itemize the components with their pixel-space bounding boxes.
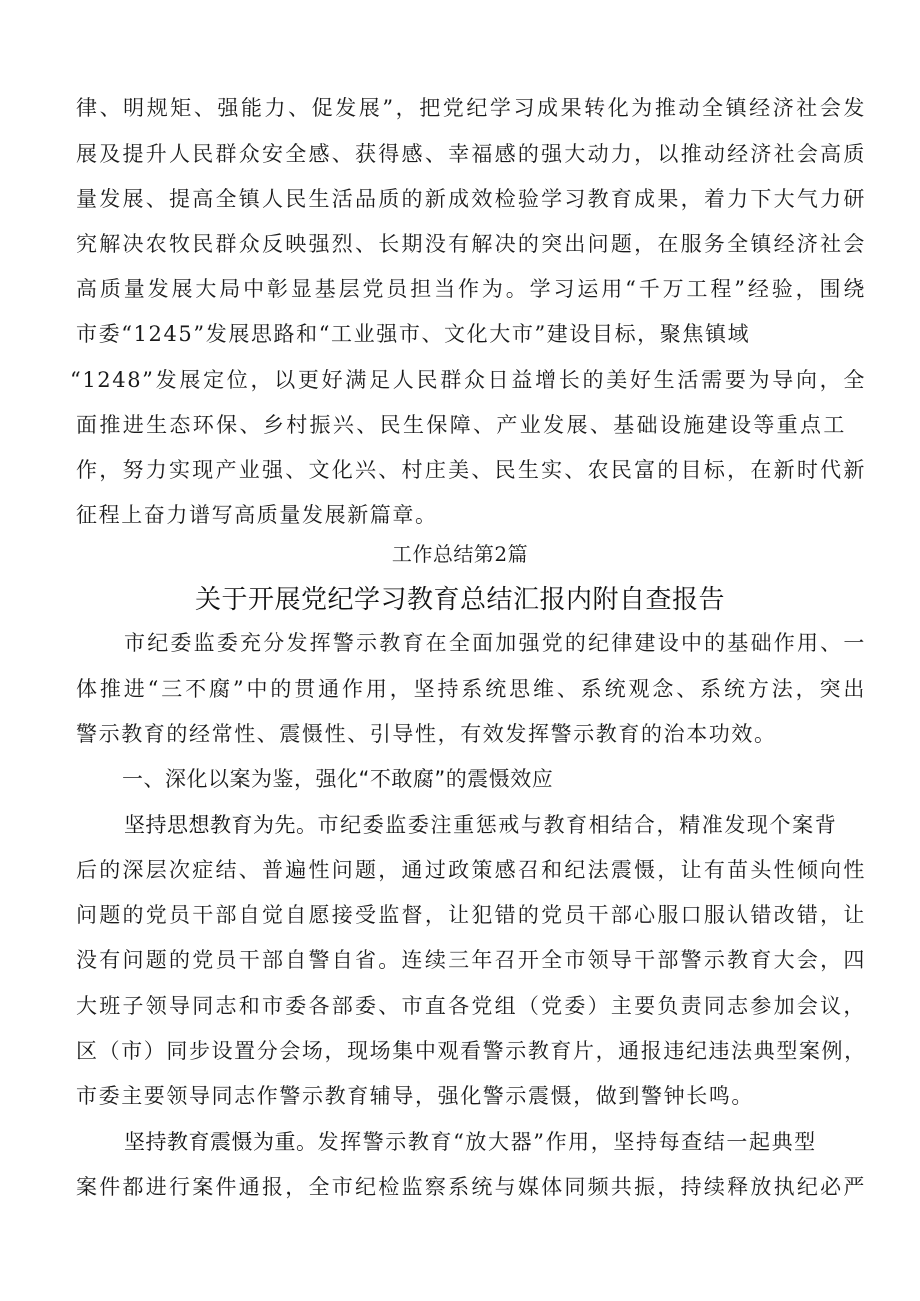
body-line: 大班子领导同志和市委各部委、市直各党组（党委）主要负责同志参加会议， <box>76 994 866 1018</box>
paragraph-text: 发挥警示教育“放大器”作用，坚持每查结一起典型 <box>317 1130 817 1154</box>
body-line: 区（市）同步设置分会场，现场集中观看警示教育片，通报违纪违法典型案例， <box>76 1039 866 1063</box>
body-line: 没有问题的党员干部自警自省。连续三年召开全市领导干部警示教育大会，四 <box>76 948 866 972</box>
document-title: 关于开展党纪学习教育总结汇报内附自查报告 <box>194 585 725 615</box>
paragraph-lead: 坚持教育震慑为重。 <box>124 1130 318 1154</box>
intro-line: 市纪委监委充分发挥警示教育在全面加强党的纪律建设中的基础作用、一 <box>124 631 866 655</box>
body-line: 案件都进行案件通报，全市纪检监察系统与媒体同频共振，持续释放执纪必严 <box>76 1175 866 1199</box>
body-line: 市委“1245”发展思路和“工业强市、文化大市”建设目标，聚焦镇域 <box>76 322 751 346</box>
body-line: 究解决农牧民群众反映强烈、长期没有解决的突出问题，在服务全镇经济社会 <box>76 232 866 256</box>
paragraph-first-line <box>124 810 866 840</box>
intro-line: 体推进“三不腐”中的贯通作用，坚持系统思维、系统观念、系统方法，突出 <box>76 677 866 701</box>
body-line: 作，努力实现产业强、文化兴、村庄美、民生实、农民富的目标，在新时代新 <box>76 458 866 482</box>
section-heading: 一、深化以案为鉴，强化“不敢腐”的震慑效应 <box>122 767 554 791</box>
body-line: 量发展、提高全镇人民生活品质的新成效检验学习教育成果，着力下大气力研 <box>76 187 866 211</box>
body-line: 高质量发展大局中彰显基层党员担当作为。学习运用“千万工程”经验，围绕 <box>76 277 866 301</box>
body-line: 后的深层次症结、普遍性问题，通过政策感召和纪法震慑，让有苗头性倾向性 <box>76 858 866 882</box>
paragraph-first-line <box>124 1127 866 1157</box>
section-label: 工作总结第2篇 <box>391 542 529 566</box>
body-line: 律、明规矩、强能力、促发展”，把党纪学习成果转化为推动全镇经济社会发 <box>76 96 866 120</box>
paragraph-text: 市纪委监委注重惩戒与教育相结合，精准发现个案背 <box>317 813 838 837</box>
intro-line: 警示教育的经常性、震慑性、引导性，有效发挥警示教育的治本功效。 <box>76 722 777 746</box>
body-line: “1248”发展定位，以更好满足人民群众日益增长的美好生活需要为导向，全 <box>70 368 866 392</box>
body-line: 市委主要领导同志作警示教育辅导，强化警示震慑，做到警钟长鸣。 <box>76 1084 754 1108</box>
body-line: 问题的党员干部自觉自愿接受监督，让犯错的党员干部心服口服认错改错，让 <box>76 903 866 927</box>
paragraph-lead: 坚持思想教育为先。 <box>124 813 318 837</box>
body-line: 展及提升人民群众安全感、获得感、幸福感的强大动力，以推动经济社会高质 <box>76 142 866 166</box>
body-line: 面推进生态环保、乡村振兴、民生保障、产业发展、基础设施建设等重点工 <box>76 413 846 437</box>
body-line: 征程上奋力谱写高质量发展新篇章。 <box>76 503 438 527</box>
